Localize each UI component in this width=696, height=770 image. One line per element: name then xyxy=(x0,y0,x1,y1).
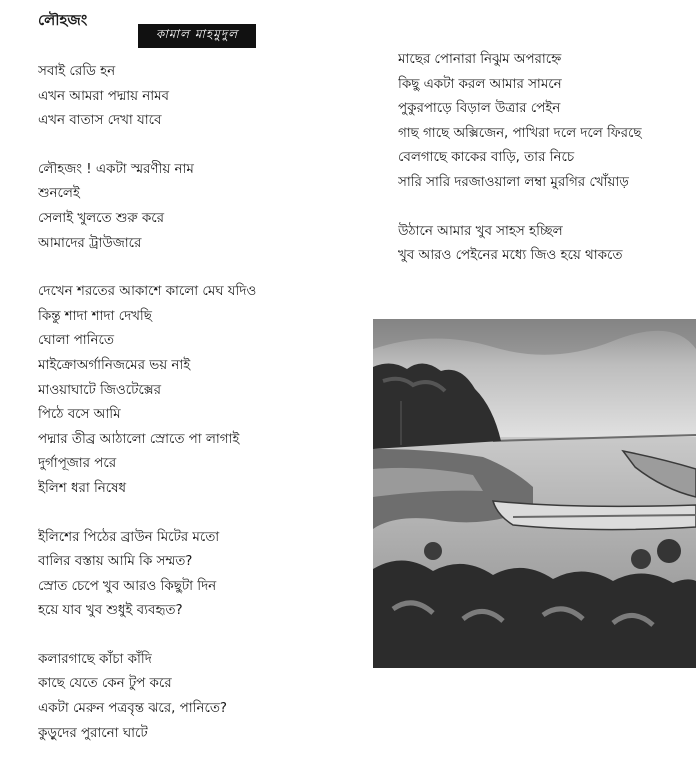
poem-line: স্রোত চেপে খুব আরও কিছুটা দিন xyxy=(38,578,217,594)
poem-line: কিন্তু শাদা শাদা দেখছি xyxy=(38,308,152,324)
poem-line: এখন বাতাস দেখা যাবে xyxy=(38,113,162,129)
poem-line: খুব আরও পেইনের মধ্যে জিও হয়ে থাকতে xyxy=(398,248,623,264)
river-landscape-photo xyxy=(373,319,696,668)
poem-line: উঠানে আমার খুব সাহস হচ্ছিল xyxy=(398,223,563,239)
poem-stanza xyxy=(38,526,368,624)
poem-line: দুর্গাপূজার পরে xyxy=(38,456,117,472)
poem-line: মাছের পোনারা নিঝুম অপরাহ্নে xyxy=(398,52,562,67)
poem-line: ঘোলা পানিতে xyxy=(38,333,114,349)
author-name-logo-text: কামাল মাহমুদুল xyxy=(155,27,239,41)
poem-line: ইলিশের পিঠের ব্রাউন মিটের মতো xyxy=(38,529,220,545)
lamp-post xyxy=(400,401,402,445)
poem-line: বেলগাছে কাকের বাড়ি, তার নিচে xyxy=(398,150,575,166)
poem-line: লৌহজং ! একটা স্মরণীয় নাম xyxy=(38,161,194,177)
poem-line: পুকুরপাড়ে বিড়াল উত্রার পেইন xyxy=(398,101,561,117)
poem-line: সবাই রেডি হন xyxy=(38,64,116,79)
hyacinth-leaf xyxy=(424,542,442,560)
poem-line: আমাদের ট্রাউজারে xyxy=(38,235,142,251)
poem-left-column xyxy=(38,60,368,770)
poem-line: কিছু একটা করল আমার সামনে xyxy=(398,76,562,92)
poem-stanza xyxy=(38,280,368,501)
poem-stanza xyxy=(38,158,368,256)
poem-title: লৌহজং xyxy=(38,11,88,29)
poem-line: কলারগাছে কাঁচা কাঁদি xyxy=(38,651,152,667)
poem-stanza xyxy=(38,648,368,746)
poem-line: সেলাই খুলতে শুরু করে xyxy=(38,210,164,226)
poem-stanza xyxy=(398,220,696,269)
poem-stanza xyxy=(38,60,368,134)
poem-line: এখন আমরা পদ্মায় নামব xyxy=(38,88,170,104)
poem-line: পিঠে বসে আমি xyxy=(38,407,121,423)
author-name-logo xyxy=(138,24,256,48)
poem-line: কুড়ুদের পুরানো ঘাটে xyxy=(38,725,148,741)
water-hyacinths xyxy=(373,560,696,668)
hyacinth-leaf xyxy=(657,539,681,563)
poem-line: মাওয়াঘাটে জিওটেক্সের xyxy=(38,382,161,398)
poem-stanza xyxy=(398,48,696,196)
poem-line: গাছ গাছে অক্সিজেন, পাখিরা দলে দলে ফিরছে xyxy=(398,125,642,141)
poem-line: পদ্মার তীব্র আঠালো স্রোতে পা লাগাই xyxy=(38,431,240,447)
poem-line: বালির বস্তায় আমি কি সম্মত? xyxy=(38,554,193,570)
poem-line: একটা মেরুন পত্রবৃন্ত ঝরে, পানিতে? xyxy=(38,701,227,717)
river-landscape-illustration xyxy=(373,319,696,668)
poem-line: শুনলেই xyxy=(38,186,80,202)
hyacinth-leaf xyxy=(631,549,651,569)
poem-line: ইলিশ ধরা নিষেধ xyxy=(38,480,127,496)
poem-line: মাইক্রোঅর্গানিজমের ভয় নাই xyxy=(38,357,191,373)
poem-line: কাছে যেতে কেন টুপ করে xyxy=(38,676,172,692)
poem-line: দেখেন শরতের আকাশে কালো মেঘ যদিও xyxy=(38,284,257,300)
poem-right-column xyxy=(398,48,696,293)
poem-line: হয়ে যাব খুব শুধুই ব্যবহৃত? xyxy=(38,603,183,619)
poem-line: সারি সারি দরজাওয়ালা লম্বা মুরগির খোঁয়াড় xyxy=(398,174,629,190)
